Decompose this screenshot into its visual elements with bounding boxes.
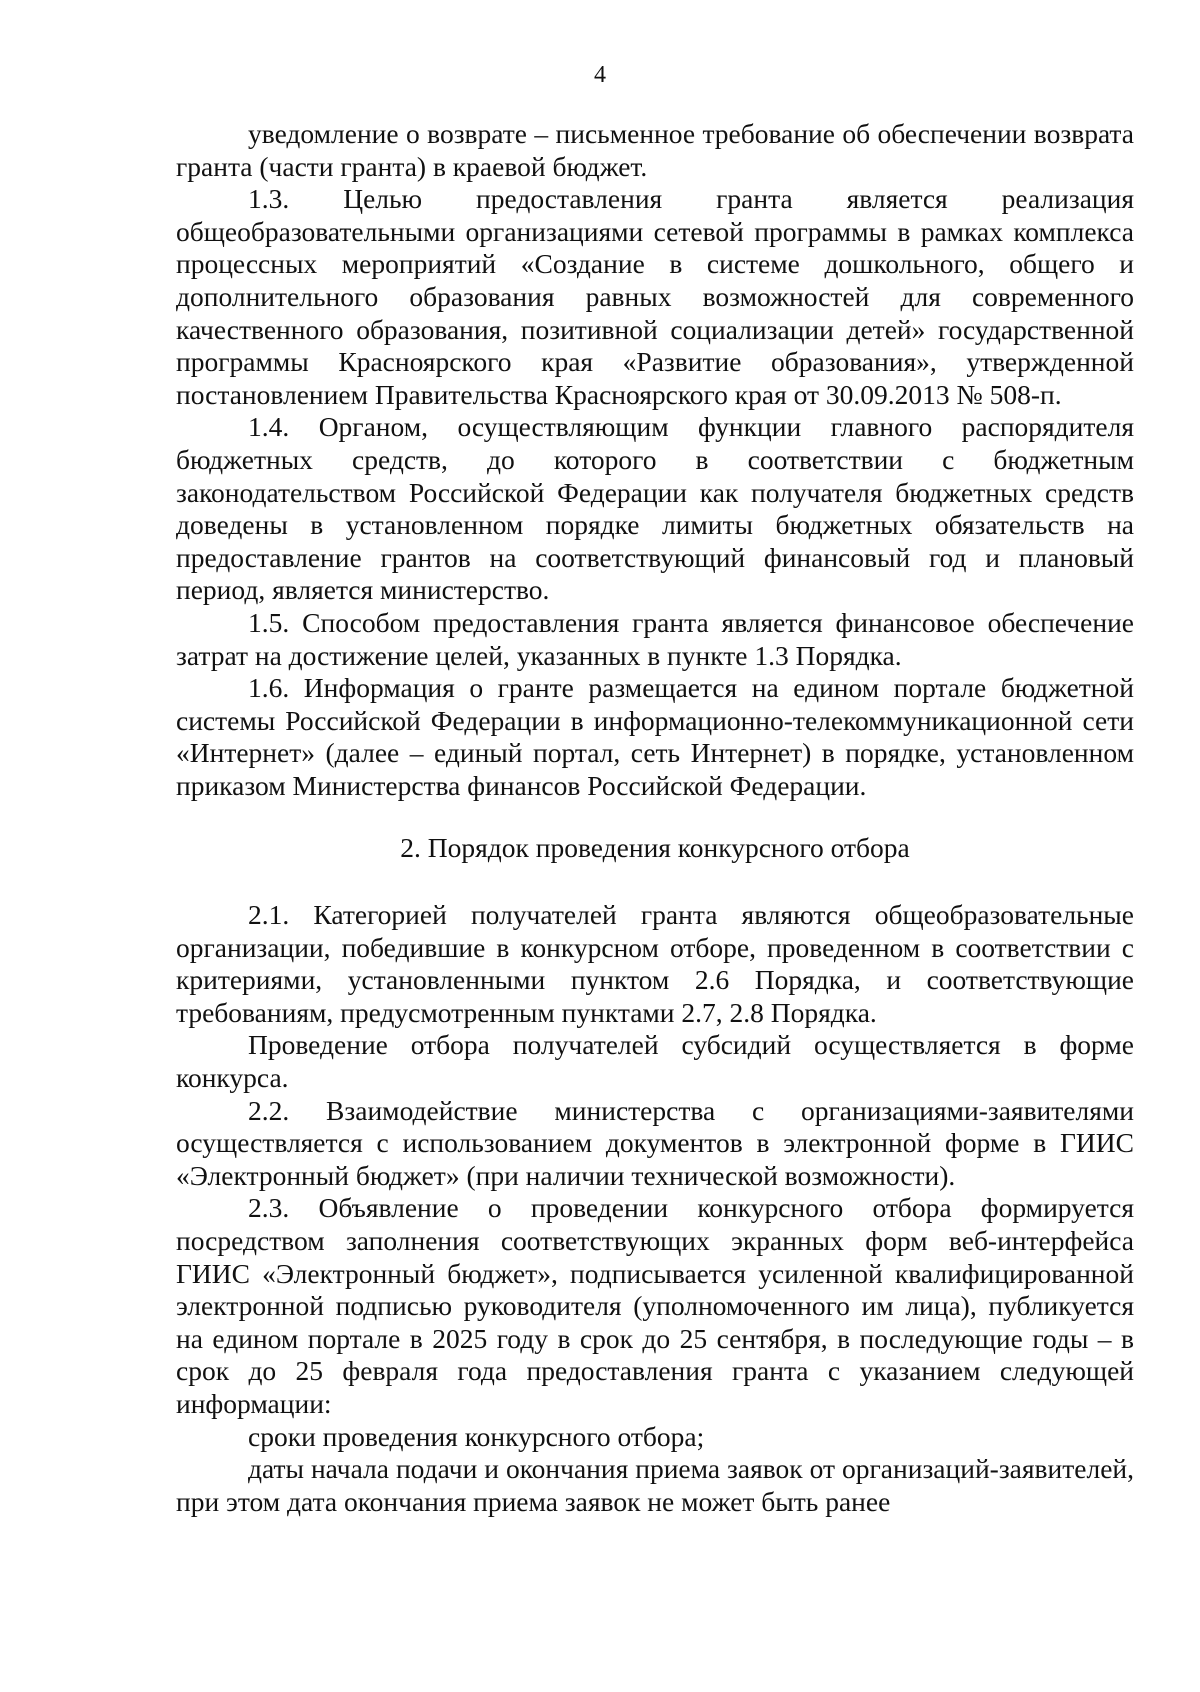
paragraph-notice-definition: уведомление о возврате – письменное требование об обеспечении возврата гранта (части гранта) в краевой бюджет. <box>176 118 1134 182</box>
paragraph-1-3: 1.3. Целью предоставления гранта является реализация общеобразовательными организациями сетевой программы в рамках комплекса процессных мероприятий «Создание в системе дошкольного, общего и дополнительного образования равных возможностей для современного качественного образования, позитивной социализации детей» государственной программы Красноярского края «Развитие образования», утвержденной постановлением Правительства Красноярского края от 30.09.2013 № 508-п. <box>176 183 1134 410</box>
paragraph-1-5: 1.5. Способом предоставления гранта является финансовое обеспечение затрат на достижение целей, указанных в пункте 1.3 Порядка. <box>176 606 1134 671</box>
paragraph-2-3-item-terms: сроки проведения конкурсного отбора; <box>248 1420 705 1452</box>
section-2-heading: 2. Порядок проведения конкурсного отбора <box>400 832 910 864</box>
paragraph-1-6: 1.6. Информация о гранте размещается на едином портале бюджетной системы Российской Федерации в информационно-телекоммуникационной сети «Интернет» (далее – единый портал, сеть Интернет) в порядке, установленном приказом Министерства финансов Российской Федерации. <box>176 672 1134 801</box>
paragraph-2-2: 2.2. Взаимодействие министерства с организациями-заявителями осуществляется с использованием документов в электронной форме в ГИИС «Электронный бюджет» (при наличии технической возможности). <box>176 1094 1134 1191</box>
page-number: 4 <box>594 62 606 88</box>
paragraph-1-4: 1.4. Органом, осуществляющим функции главного распорядителя бюджетных средств, до которого в соответствии с бюджетным законодательством Российской Федерации как получателя бюджетных средств доведены в установленном порядке лимиты бюджетных обязательств на предоставление грантов на соответствующий финансовый год и плановый период, является министерство. <box>176 411 1134 606</box>
paragraph-2-1-selection-form: Проведение отбора получателей субсидий осуществляется в форме конкурса. <box>176 1029 1134 1094</box>
paragraph-2-1: 2.1. Категорией получателей гранта являются общеобразовательные организации, победившие в конкурсном отборе, проведенном в соответствии с критериями, установленными пунктом 2.6 Порядка, и соответствующие требованиям, предусмотренным пунктами 2.7, 2.8 Порядка. <box>176 899 1134 1028</box>
paragraph-2-3: 2.3. Объявление о проведении конкурсного отбора формируется посредством заполнения соответствующих экранных форм веб-интерфейса ГИИС «Электронный бюджет», подписывается усиленной квалифицированной электронной подписью руководителя (уполномоченного им лица), публикуется на едином портале в 2025 году в срок до 25 сентября, в последующие годы – в срок до 25 февраля года предоставления гранта с указанием следующей информации: <box>176 1192 1134 1419</box>
document-body <box>176 118 1134 1518</box>
paragraph-2-3-item-dates: даты начала подачи и окончания приема заявок от организаций-заявителей, при этом дата окончания приема заявок не может быть ранее <box>176 1453 1134 1517</box>
